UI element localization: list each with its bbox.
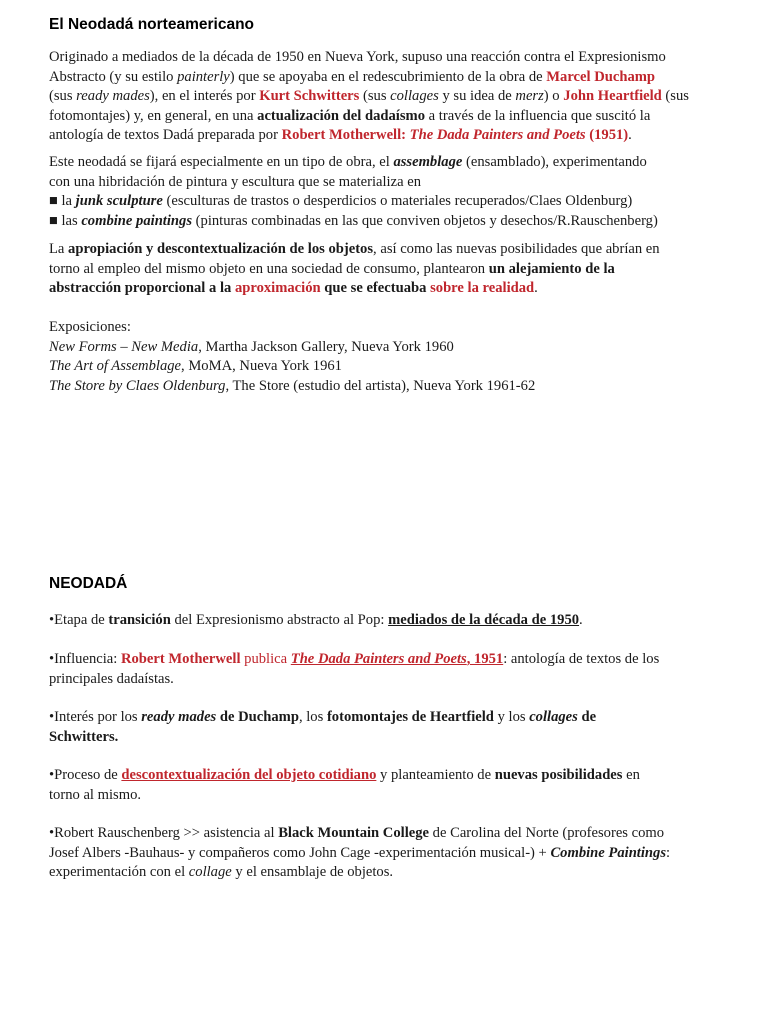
exhibition-title: New Forms – New Media <box>49 338 199 355</box>
exhibition-item <box>49 357 739 377</box>
text: torno al mismo. <box>49 786 142 803</box>
text: principales dadaístas. <box>49 670 174 687</box>
exhibition-title: The Store by Claes Oldenburg <box>49 377 226 394</box>
term-painterly: painterly <box>177 68 230 85</box>
bullet-influencia <box>49 650 739 689</box>
term-junk-sculpture: junk sculpture <box>75 193 163 209</box>
text: : antología de textos de los <box>503 651 660 667</box>
book-year-link: , 1951 <box>466 651 504 667</box>
para-line <box>49 279 739 299</box>
text: , los <box>298 709 327 725</box>
book-title: The Dada Painters and Poets <box>409 127 586 143</box>
text: Abstracto (y su estilo <box>49 68 178 85</box>
term-nuevas-posibilidades: nuevas posibilidades <box>494 767 623 783</box>
text: •Robert Rauschenberg >> asistencia al <box>49 825 279 841</box>
text: experimentación con el <box>49 864 189 880</box>
assemblage-paragraph <box>49 153 739 231</box>
term-aproximacion: aproximación <box>234 280 321 296</box>
text: de Duchamp <box>216 709 299 725</box>
term-combine-paintings: Combine Paintings <box>550 844 667 861</box>
text: •Influencia: <box>49 651 121 667</box>
text: Josef Albers -Bauhaus- y compañeros como John Cage -experimentación musical-) + <box>49 844 551 861</box>
para-line <box>49 68 739 88</box>
bullet-line <box>49 611 739 631</box>
exhibition-title: The Art of Assemblage <box>49 358 182 374</box>
exhibition-details: , Martha Jackson Gallery, Nueva York 1960 <box>198 338 454 355</box>
term-assemblage: assemblage <box>393 154 463 170</box>
text: antología de textos Dadá preparada por <box>49 127 282 143</box>
bullet-text: ■ la <box>49 193 76 209</box>
para-line <box>49 87 739 107</box>
text: publica <box>240 651 291 667</box>
exhibitions-label: Exposiciones: <box>49 319 131 335</box>
term-abstraccion: abstracción proporcional a la <box>49 280 235 296</box>
bullet-line <box>49 863 739 883</box>
text: •Etapa de <box>49 612 109 628</box>
term-collages: collages <box>529 709 578 725</box>
exhibition-item <box>49 377 739 397</box>
text: (sus <box>661 88 689 104</box>
term-merz: merz <box>515 88 544 104</box>
text: . <box>534 280 538 296</box>
term-sobre-la-realidad: sobre la realidad <box>430 280 535 296</box>
text: que se efectuaba <box>320 280 431 296</box>
term-mediados: mediados de la década de 1950 <box>388 612 580 628</box>
term-transicion: transición <box>108 612 171 628</box>
text: (ensamblado), experimentando <box>462 154 647 170</box>
bullet-line <box>49 708 739 728</box>
term-black-mountain-college: Black Mountain College <box>278 825 430 841</box>
text: torno al empleo del mismo objeto en una sociedad de consumo, plantearon <box>49 260 489 277</box>
term-schwitters: Schwitters. <box>49 728 119 745</box>
text: del Expresionismo abstracto al Pop: <box>170 612 389 628</box>
term-apropiacion: apropiación y descontextualización de los objetos <box>68 241 374 257</box>
term-collages: collages <box>390 88 439 104</box>
text: . <box>628 127 632 143</box>
para-line <box>49 260 739 280</box>
exhibition-item <box>49 338 739 358</box>
term-combine-paintings: combine paintings <box>81 212 193 229</box>
text: ) que se apoyaba en el redescubrimiento de la obra de <box>229 68 547 85</box>
section-title-neodada-norteamericano: El Neodadá norteamericano <box>49 16 255 33</box>
text: ) o <box>543 88 564 104</box>
term-ready-mades: ready mades <box>141 709 217 725</box>
intro-paragraph <box>49 48 739 146</box>
name-robert-motherwell: Robert Motherwell <box>120 651 241 667</box>
list-item <box>49 212 739 232</box>
text: La <box>49 241 69 257</box>
bullet-proceso <box>49 766 739 805</box>
bullet-line <box>49 728 739 748</box>
text: (esculturas de trastos o desperdicios o materiales recuperados/Claes Oldenburg) <box>162 193 633 209</box>
term-ready-mades: ready mades <box>76 88 150 104</box>
exhibition-details: , MoMA, Nueva York 1961 <box>181 358 342 374</box>
text: (sus <box>359 88 391 104</box>
para-line <box>49 107 739 127</box>
bullet-line <box>49 824 739 844</box>
text: y su idea de <box>438 88 516 104</box>
book-year: (1951) <box>585 127 629 143</box>
text: (sus <box>49 88 77 104</box>
section-title-neodada: NEODADÁ <box>49 575 128 592</box>
para-line <box>49 240 739 260</box>
para-line <box>49 126 739 146</box>
term-actualizacion: actualización del dadaísmo <box>257 107 425 124</box>
term-alejamiento: un alejamiento de la <box>488 260 615 277</box>
book-title-link: The Dada Painters and Poets <box>290 651 467 667</box>
bullet-text: ■ las <box>49 212 82 229</box>
exhibitions-list <box>49 318 739 396</box>
bullet-line <box>49 786 739 806</box>
bullet-line <box>49 650 739 670</box>
name-kurt-schwitters: Kurt Schwitters <box>259 88 360 104</box>
text: , así como las nuevas posibilidades que abrían en <box>373 241 660 257</box>
para-line <box>49 153 739 173</box>
text: con una hibridación de pintura y escultura que se materializa en <box>49 173 421 190</box>
text: Este neodadá se fijará especialmente en un tipo de obra, el <box>49 154 394 170</box>
name-marcel-duchamp: Marcel Duchamp <box>546 68 656 85</box>
text: en <box>622 767 640 783</box>
name-john-heartfield: John Heartfield <box>563 88 662 104</box>
text: (pinturas combinadas en las que conviven objetos y desechos/R.Rauschenberg) <box>192 212 658 229</box>
text: •Interés por los <box>49 709 142 725</box>
bullet-transicion <box>49 611 739 631</box>
bullet-line <box>49 766 739 786</box>
exhibition-details: , The Store (estudio del artista), Nueva York 1961-62 <box>225 377 536 394</box>
text: Originado a mediados de la década de 1950 en Nueva York, supuso una reacción contra el Expresionismo <box>49 49 666 65</box>
term-fotomontajes: fotomontajes de Heartfield <box>326 709 494 725</box>
term-descontextualizacion: descontextualización del objeto cotidiano <box>121 767 377 783</box>
text: •Proceso de <box>49 767 122 783</box>
text: : <box>666 844 671 861</box>
text: y los <box>493 709 530 725</box>
para-line <box>49 173 739 193</box>
list-item <box>49 192 739 212</box>
text: a través de la influencia que suscitó la <box>425 107 651 124</box>
para-line <box>49 48 739 68</box>
text: de <box>577 709 597 725</box>
text: ), en el interés por <box>149 88 260 104</box>
bullet-interes <box>49 708 739 747</box>
name-robert-motherwell: Robert Motherwell: <box>281 127 407 143</box>
text: fotomontajes) y, en general, en una <box>49 107 258 124</box>
bullet-line <box>49 670 739 690</box>
text: y planteamiento de <box>376 767 495 783</box>
apropiacion-paragraph <box>49 240 739 299</box>
term-collage: collage <box>188 864 232 880</box>
text: de Carolina del Norte (profesores como <box>429 825 665 841</box>
text: y el ensamblaje de objetos. <box>231 864 394 880</box>
bullet-line <box>49 844 739 864</box>
text: . <box>579 612 583 628</box>
bullet-rauschenberg <box>49 824 739 883</box>
